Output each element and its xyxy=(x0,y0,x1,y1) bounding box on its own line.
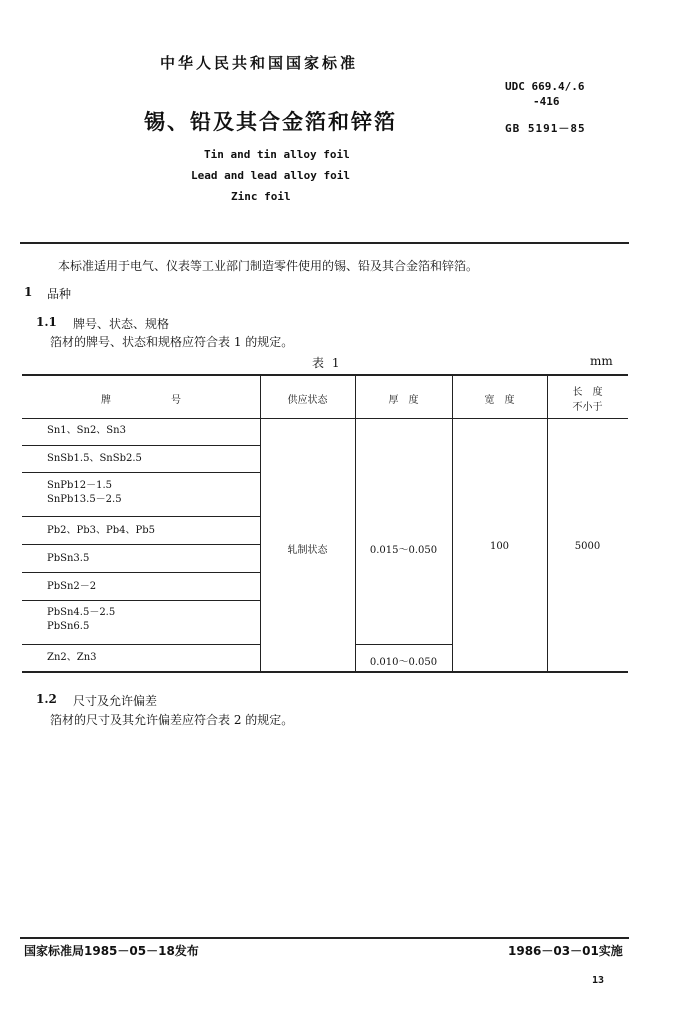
grade-row-3 xyxy=(47,479,122,507)
table-header-border xyxy=(22,418,628,419)
grade-line: SnPb12－1.5 xyxy=(47,480,113,491)
intro-paragraph: 本标准适用于电气、仪表等工业部门制造零件使用的锡、铅及其合金箔和锌箔。 xyxy=(58,259,479,273)
row-divider-3 xyxy=(22,516,260,517)
title-english-1: Tin and tin alloy foil xyxy=(204,148,350,161)
header-length-line-1: 长 度 xyxy=(572,387,603,398)
title-english-3: Zinc foil xyxy=(231,190,291,203)
grade-row-4 xyxy=(47,524,155,538)
grade-row-7 xyxy=(47,606,115,634)
header-thickness: 厚 度 xyxy=(388,395,419,406)
section-1-1-number: 1.1 xyxy=(36,315,57,329)
issue-date: 国家标准局1985－05－18发布 xyxy=(24,944,199,958)
grade-row-5 xyxy=(47,552,89,566)
gb-number: GB 5191－85 xyxy=(505,122,586,135)
udc-code xyxy=(505,79,584,109)
grade-line: SnSb1.5、SnSb2.5 xyxy=(47,453,142,464)
grade-line: Pb2、Pb3、Pb4、Pb5 xyxy=(47,525,155,536)
row-divider-5 xyxy=(22,572,260,573)
col-divider-2 xyxy=(355,374,356,673)
section-1-1-text: 箔材的牌号、状态和规格应符合表 1 的规定。 xyxy=(50,335,294,349)
row-divider-6 xyxy=(22,600,260,601)
section-1-2-title: 尺寸及允许偏差 xyxy=(73,694,158,708)
row-divider-1 xyxy=(22,445,260,446)
udc-line-1: UDC 669.4/.6 xyxy=(505,80,585,93)
thickness-split-line xyxy=(355,644,452,645)
grade-line: SnPb13.5－2.5 xyxy=(47,494,122,505)
table-caption: 表 1 xyxy=(312,356,342,370)
grade-line: Zn2、Zn3 xyxy=(47,652,97,663)
header-length xyxy=(547,383,628,413)
standard-type-heading: 中华人民共和国国家标准 xyxy=(160,54,359,72)
title-english-2: Lead and lead alloy foil xyxy=(191,169,350,182)
section-1-number: 1 xyxy=(24,285,33,299)
row-divider-4 xyxy=(22,544,260,545)
grade-line: PbSn2－2 xyxy=(47,581,97,592)
grade-row-2 xyxy=(47,452,142,466)
grade-row-6 xyxy=(47,580,96,594)
grade-line: PbSn3.5 xyxy=(47,553,90,564)
col-divider-1 xyxy=(260,374,261,673)
grade-row-8 xyxy=(47,651,97,665)
col-divider-4 xyxy=(547,374,548,673)
spec-table xyxy=(22,374,628,674)
row-divider-7 xyxy=(22,644,260,645)
section-1-title: 品种 xyxy=(47,287,72,301)
header-length-line-2: 不小于 xyxy=(572,402,603,413)
length-cell: 5000 xyxy=(574,541,601,552)
col-divider-3 xyxy=(452,374,453,673)
page-number: 13 xyxy=(592,975,605,986)
document-title-chinese: 锡、铅及其合金箔和锌箔 xyxy=(144,110,397,134)
grade-row-1 xyxy=(47,424,126,438)
header-grade: 牌 号 xyxy=(101,395,181,406)
grade-line: Sn1、Sn2、Sn3 xyxy=(47,425,126,436)
effective-date: 1986－03－01实施 xyxy=(508,944,623,958)
footer-divider xyxy=(20,937,629,939)
section-1-2-text: 箔材的尺寸及其允许偏差应符合表 2 的规定。 xyxy=(50,713,294,727)
section-1-2-number: 1.2 xyxy=(36,692,57,706)
grade-line: PbSn4.5－2.5 xyxy=(47,607,116,618)
width-cell: 100 xyxy=(489,541,510,552)
table-bottom-border xyxy=(22,671,628,673)
udc-line-2: -416 xyxy=(533,95,560,108)
thickness-main-cell: 0.015～0.050 xyxy=(369,545,438,556)
thickness-zinc-cell: 0.010～0.050 xyxy=(369,657,438,668)
supply-state-cell: 轧制状态 xyxy=(287,545,328,556)
section-1-1-title: 牌号、状态、规格 xyxy=(73,317,170,331)
header-divider xyxy=(20,242,629,244)
table-unit: mm xyxy=(590,354,613,368)
row-divider-2 xyxy=(22,472,260,473)
grade-line: PbSn6.5 xyxy=(47,621,90,632)
table-top-border xyxy=(22,374,628,376)
header-width: 宽 度 xyxy=(484,395,515,406)
header-supply-state: 供应状态 xyxy=(287,395,328,406)
